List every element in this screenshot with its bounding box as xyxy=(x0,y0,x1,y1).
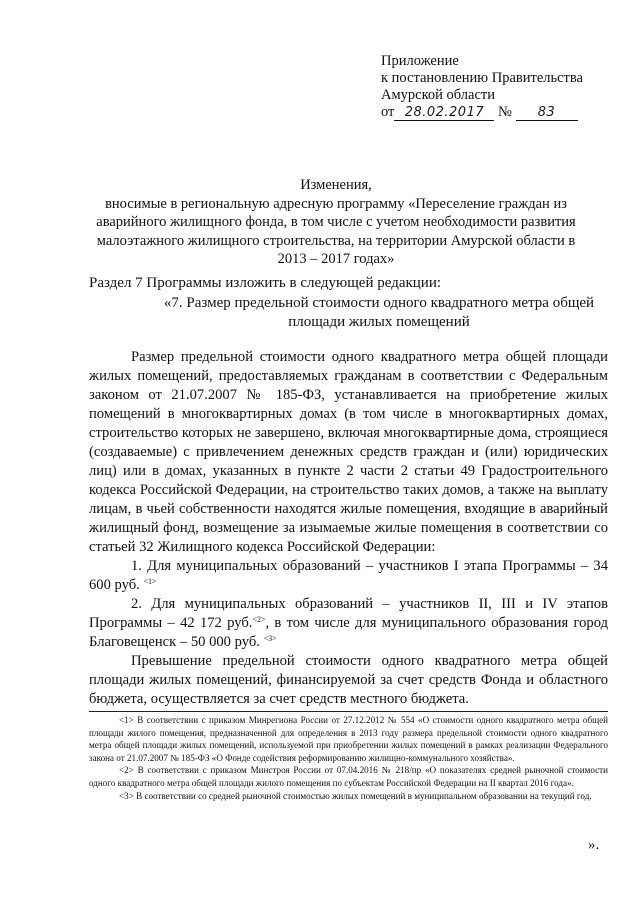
final-paragraph: Превышение предельной стоимости одного квадратного метра общей площади жилых помещений, финансируемой за счет средств Фонда и областного бюджета, осуществляется за счет средств местного бюджета. xyxy=(89,653,608,707)
footnote-divider xyxy=(89,711,608,712)
appendix-region-line: Амурской области xyxy=(381,87,495,103)
footnote-ref-3: <3> xyxy=(263,634,277,643)
footnote-ref-1: <1> xyxy=(143,577,157,586)
footnote-3: <3> В соответствии со средней рыночной стоимостью жилых помещений в муниципальном образовании на текущий год. xyxy=(119,790,592,801)
appendix-resolution-line: к постановлению Правительства xyxy=(381,70,583,86)
item-1-text: 1. Для муниципальных образований – участников I этапа Программы – 34 600 руб. xyxy=(89,558,608,593)
appendix-label: Приложение xyxy=(381,53,459,69)
title-line-4: 2013 – 2017 годах» xyxy=(277,251,395,267)
item-2-text-b: , в том числе для муниципального образования город Благовещенск – 50 000 руб. xyxy=(89,615,608,650)
subtitle-line-1: «7. Размер предельной стоимости одного квадратного метра общей xyxy=(163,295,595,311)
main-paragraph: Размер предельной стоимости одного квадратного метра общей площади жилых помещений, предоставляемых гражданам в соответствии с Федеральным законом от 21.07.2007 № 185-ФЗ, устанавливается на приобретение жилых помещений в многоквартирных домах (в том числе в многоквартирных домах, строительство которых не завершено, включая многоквартирные дома, строящиеся (создаваемые) с привлечением денежных средств граждан и (или) юридических лиц) или в домах, указанных в пункте 2 части 2 статьи 49 Градостроительного кодекса Российской Федерации, на строительство таких домов, а также на выплату лицам, в чьей собственности находятся жилые помещения, входящие в аварийный жилищный фонд, возмещение за изымаемые жилые помещения в соответствии со статьей 32 Жилищного кодекса Российской Федерации: xyxy=(89,349,608,555)
number-prefix: № xyxy=(498,104,512,120)
section-intro: Раздел 7 Программы изложить в следующей редакции: xyxy=(89,275,442,291)
item-2-text-a: 2. Для муниципальных образований – участников II, III и IV этапов Программы – 42 172 руб. xyxy=(89,596,608,631)
list-item-2 xyxy=(89,595,608,652)
title-line-2: аварийного жилищного фонда, в том числе с учетом необходимости развития xyxy=(96,214,576,230)
date-prefix: от xyxy=(381,104,395,120)
footnote-2: <2> В соответствии с приказом Минстроя России от 07.04.2016 № 218/пр «О показателях средней рыночной стоимости одного квадратного метра общей площади жилого помещения по субъектам Российской Федерации на II квартал 2016 года». xyxy=(89,765,608,788)
appendix-date-line xyxy=(381,104,631,121)
document-title xyxy=(86,176,586,269)
section-subtitle xyxy=(150,294,608,332)
footnotes xyxy=(89,714,608,802)
title-line-1: вносимые в региональную адресную программу «Переселение граждан из xyxy=(105,195,567,212)
footnote-1: <1> В соответствии с приказом Минрегиона России от 27.12.2012 № 554 «О стоимости одного квадратного метра общей площади жилого помещения, предназначенной для определения в 2013 году размера предельной стоимости одного квадратного метра общей площади жилых помещений, используемой при приобретении жилых помещений в рамках реализации Федерального закона от 21.07.2007 № 185-ФЗ «О Фонде содействия реформированию жилищно-коммунального хозяйства». xyxy=(89,715,608,763)
appendix-block xyxy=(381,53,631,121)
title-line-3: малоэтажного жилищного строительства, на территории Амурской области в xyxy=(96,232,576,249)
handwritten-date: 28.02.2017 xyxy=(394,106,494,121)
list-item-1 xyxy=(89,557,608,595)
handwritten-number: 83 xyxy=(516,106,578,121)
footnote-ref-2: <2> xyxy=(252,615,266,624)
subtitle-line-2: площади жилых помещений xyxy=(288,314,470,330)
body-text xyxy=(89,348,608,709)
title-heading: Изменения, xyxy=(300,177,372,193)
closing-quote: ». xyxy=(588,837,600,853)
